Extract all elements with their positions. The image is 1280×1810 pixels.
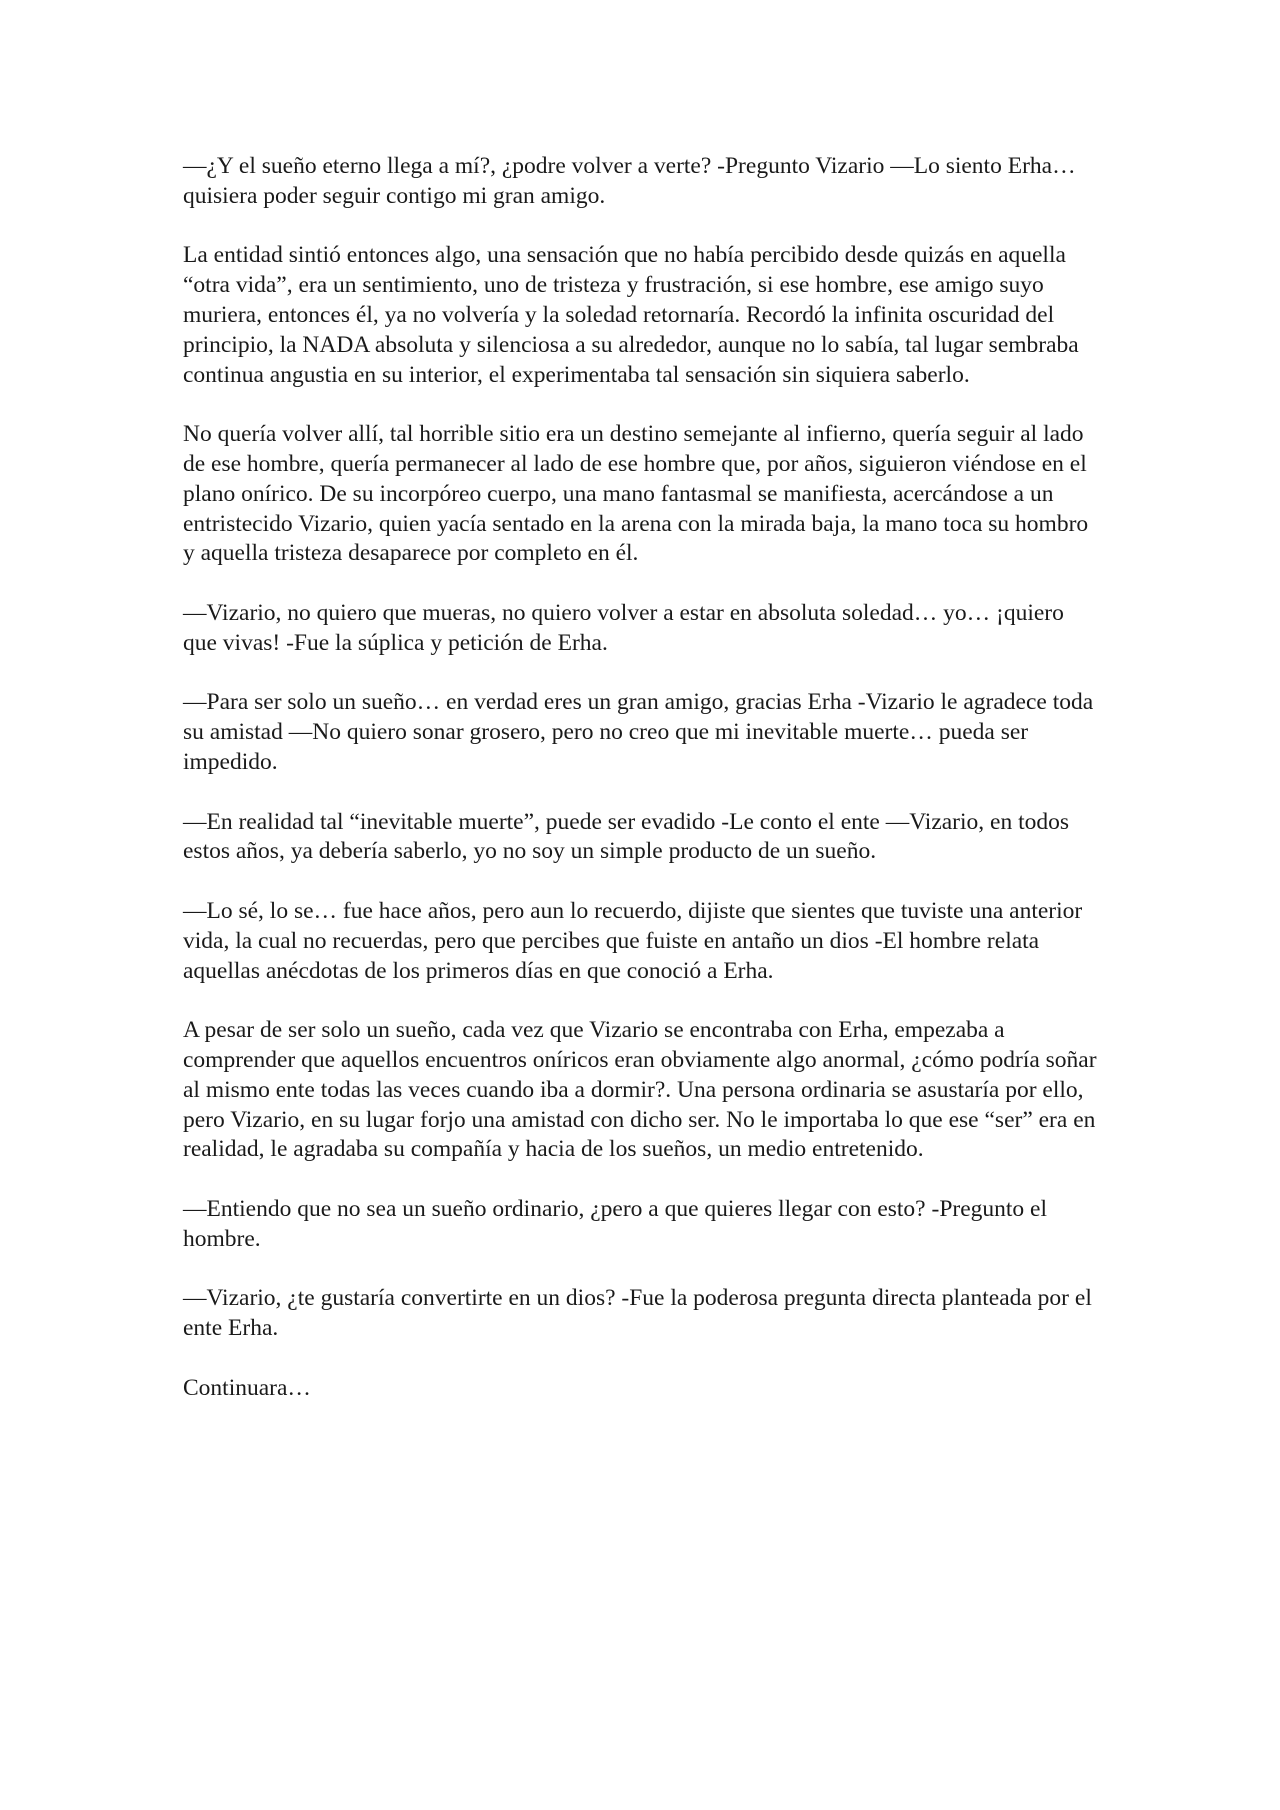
paragraph: —Lo sé, lo se… fue hace años, pero aun lo recuerdo, dijiste que sientes que tuviste una anterior vida, la cual no recuerdas, pero que percibes que fuiste en antaño un dios -El hombre relata aquellas anécdotas de los primeros días en que conoció a Erha. — [183, 897, 1083, 984]
paragraph: —¿Y el sueño eterno llega a mí?, ¿podre volver a verte? -Pregunto Vizario —Lo siento Erha… quisiera poder seguir contigo mi gran amigo. — [183, 153, 1076, 209]
paragraph: —Para ser solo un sueño… en verdad eres un gran amigo, gracias Erha -Vizario le agradece toda su amistad —No quiero sonar grosero, pero no creo que mi inevitable muerte… pueda ser impedido. — [183, 689, 1094, 775]
paragraph: —Vizario, no quiero que mueras, no quiero volver a estar en absoluta soledad… yo… ¡quiero que vivas! -Fue la súplica y petición de Erha. — [183, 599, 1064, 656]
document-body — [183, 152, 1103, 1433]
paragraph: A pesar de ser solo un sueño, cada vez que Vizario se encontraba con Erha, empezaba a comprender que aquellos encuentros oníricos eran obviamente algo anormal, ¿cómo podría soñar al mismo ente todas las veces cuando iba a dormir?. Una persona ordinaria se asustaría por ello, pero Vizario, en su lugar forjo una amistad con dicho ser. No le importaba lo que ese “ser” era en realidad, le agradaba su compañía y hacia de los sueños, un medio entretenido. — [183, 1017, 1097, 1163]
paragraph: —Vizario, ¿te gustaría convertirte en un dios? -Fue la poderosa pregunta directa planteada por el ente Erha. — [183, 1285, 1092, 1342]
paragraph: La entidad sintió entonces algo, una sensación que no había percibido desde quizás en aquella “otra vida”, era un sentimiento, uno de tristeza y frustración, si ese hombre, ese amigo suyo muriera, entonces él, ya no volvería y la soledad retornaría. Recordó la infinita oscuridad del principio, la NADA absoluta y silenciosa a su alrededor, aunque no lo sabía, tal lugar sembraba continua angustia en su interior, el experimentaba tal sensación sin siquiera saberlo. — [183, 242, 1079, 388]
closing-line: Continuara… — [183, 1374, 311, 1401]
paragraph: —En realidad tal “inevitable muerte”, puede ser evadido -Le conto el ente —Vizario, en todos estos años, ya debería saberlo, yo no soy un simple producto de un sueño. — [183, 808, 1070, 865]
paragraph: —Entiendo que no sea un sueño ordinario, ¿pero a que quieres llegar con esto? -Pregunto el hombre. — [183, 1195, 1048, 1252]
paragraph: No quería volver allí, tal horrible sitio era un destino semejante al infierno, quería seguir al lado de ese hombre, quería permanecer al lado de ese hombre que, por años, siguieron viéndose en el plano onírico. De su incorpóreo cuerpo, una mano fantasmal se manifiesta, acercándose a un entristecido Vizario, quien yacía sentado en la arena con la mirada baja, la mano toca su hombro y aquella tristeza desaparece por completo en él. — [183, 421, 1089, 567]
